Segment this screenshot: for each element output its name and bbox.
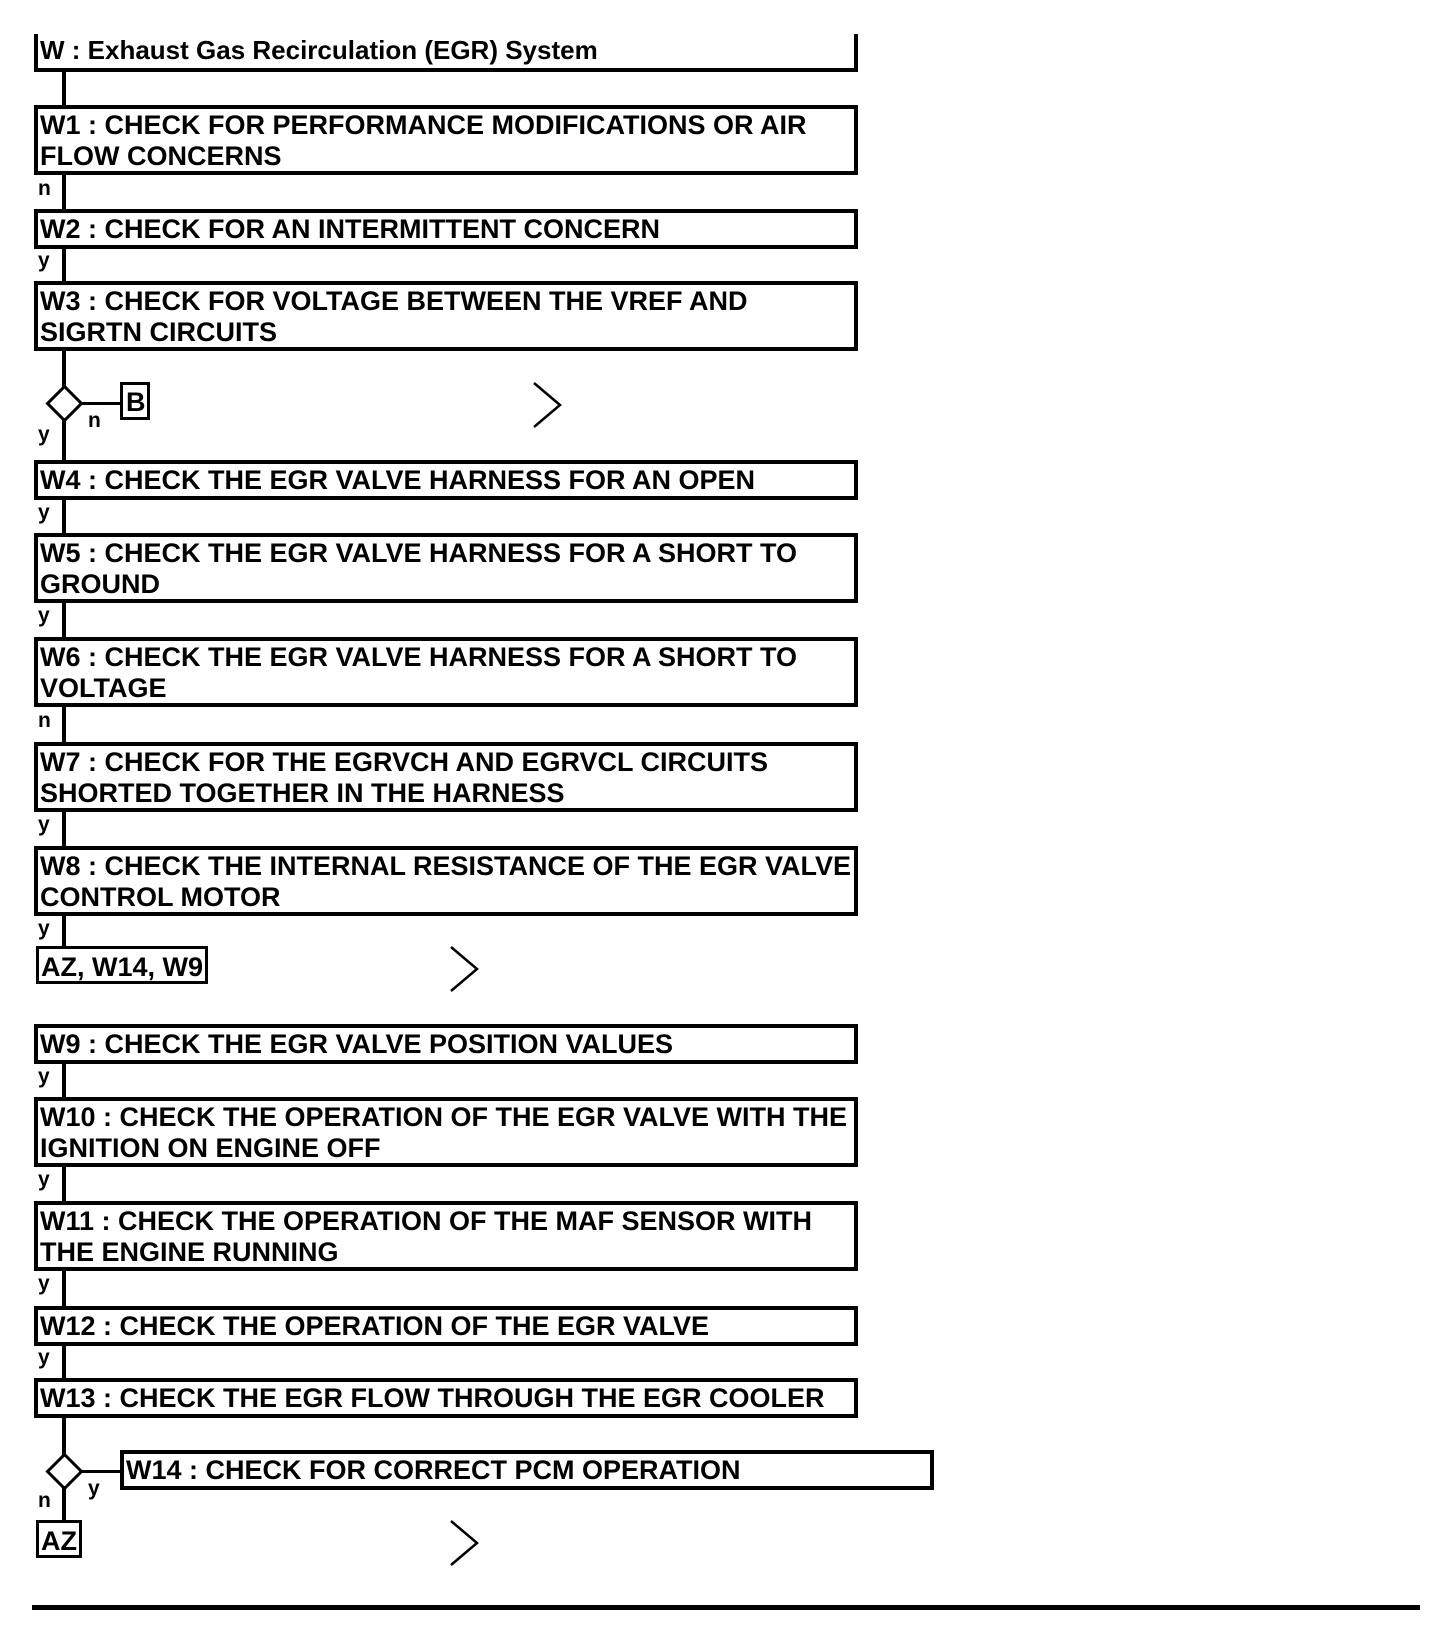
connector-line — [62, 1271, 66, 1307]
answer-label-yes: y — [38, 249, 50, 272]
connector-line — [62, 1418, 66, 1455]
terminal-az[interactable]: AZ — [36, 1520, 82, 1558]
answer-label-yes: y — [38, 1272, 50, 1295]
connector-line — [62, 175, 66, 210]
connector-line — [62, 72, 66, 106]
connector-line — [62, 418, 66, 461]
connector-line — [62, 351, 66, 387]
answer-label-no: n — [38, 709, 51, 732]
answer-label-no: n — [88, 409, 101, 432]
connector-line — [62, 1346, 66, 1379]
step-w9[interactable]: W9 : CHECK THE EGR VALVE POSITION VALUES — [34, 1024, 858, 1064]
answer-label-yes: y — [38, 604, 50, 627]
answer-label-no: n — [38, 177, 51, 200]
connector-line — [62, 603, 66, 638]
connector-line — [62, 1064, 66, 1098]
step-w6[interactable]: W6 : CHECK THE EGR VALVE HARNESS FOR A SHORT TO VOLTAGE — [34, 637, 858, 707]
step-w7[interactable]: W7 : CHECK FOR THE EGRVCH AND EGRVCL CIRCUITS SHORTED TOGETHER IN THE HARNESS — [34, 742, 858, 812]
step-w14[interactable]: W14 : CHECK FOR CORRECT PCM OPERATION — [120, 1450, 934, 1490]
connector-line — [62, 707, 66, 743]
step-w10[interactable]: W10 : CHECK THE OPERATION OF THE EGR VALVE WITH THE IGNITION ON ENGINE OFF — [34, 1097, 858, 1167]
chevron-right-icon — [530, 380, 564, 430]
chevron-right-icon — [447, 1518, 481, 1568]
answer-label-yes: y — [38, 1065, 50, 1088]
answer-label-yes: y — [88, 1477, 100, 1500]
answer-label-yes: y — [38, 1346, 50, 1369]
answer-label-yes: y — [38, 501, 50, 524]
terminal-b[interactable]: B — [120, 382, 150, 420]
step-w12[interactable]: W12 : CHECK THE OPERATION OF THE EGR VALVE — [34, 1306, 858, 1346]
step-w4[interactable]: W4 : CHECK THE EGR VALVE HARNESS FOR AN OPEN — [34, 460, 858, 500]
connector-line — [62, 249, 66, 282]
connector-line — [62, 812, 66, 847]
bottom-divider — [32, 1605, 1420, 1610]
step-w8[interactable]: W8 : CHECK THE INTERNAL RESISTANCE OF THE EGR VALVE CONTROL MOTOR — [34, 846, 858, 916]
connector-line — [62, 500, 66, 534]
answer-label-yes: y — [38, 917, 50, 940]
step-w5[interactable]: W5 : CHECK THE EGR VALVE HARNESS FOR A SHORT TO GROUND — [34, 533, 858, 603]
step-w13[interactable]: W13 : CHECK THE EGR FLOW THROUGH THE EGR COOLER — [34, 1378, 858, 1418]
answer-label-yes: y — [38, 813, 50, 836]
connector-line — [62, 1167, 66, 1202]
decision-diamond — [45, 384, 83, 422]
answer-label-yes: y — [38, 1168, 50, 1191]
connector-line — [62, 916, 66, 947]
connector-line — [82, 402, 122, 405]
answer-label-yes: y — [38, 423, 50, 446]
step-w2[interactable]: W2 : CHECK FOR AN INTERMITTENT CONCERN — [34, 209, 858, 249]
decision-diamond — [45, 1452, 83, 1490]
step-w1[interactable]: W1 : CHECK FOR PERFORMANCE MODIFICATIONS OR AIR FLOW CONCERNS — [34, 105, 858, 175]
connector-line — [62, 1486, 66, 1522]
answer-label-no: n — [38, 1489, 51, 1512]
chevron-right-icon — [447, 944, 481, 994]
terminal-az-w14-w9[interactable]: AZ, W14, W9 — [36, 946, 208, 984]
step-w3[interactable]: W3 : CHECK FOR VOLTAGE BETWEEN THE VREF AND SIGRTN CIRCUITS — [34, 281, 858, 351]
step-w11[interactable]: W11 : CHECK THE OPERATION OF THE MAF SENSOR WITH THE ENGINE RUNNING — [34, 1201, 858, 1271]
connector-line — [82, 1470, 122, 1473]
diagram-title: W : Exhaust Gas Recirculation (EGR) System — [34, 34, 858, 72]
